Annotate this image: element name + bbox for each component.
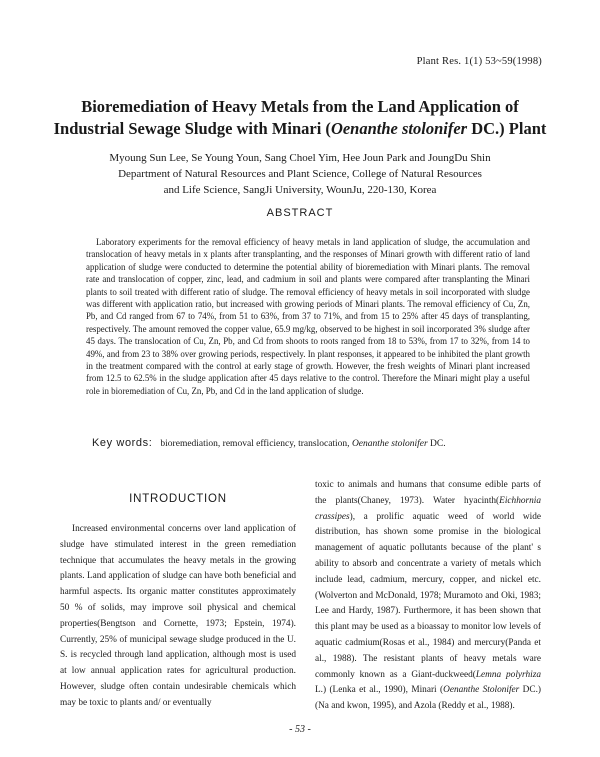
author-block [40,150,560,198]
keywords-label: Key words: [92,437,153,449]
introduction-right-text [315,478,541,715]
title-line-1: Bioremediation of Heavy Metals from the Land Application of [81,97,519,116]
title-line-2-prefix: Industrial Sewage Sludge with Minari ( [53,119,331,138]
intro-right-part-2: ), a prolific aquatic weed of world wide distribution, has shown some promise in the biological management of aquatic pollutants because of the plant' s ability to absorb and concentrate a variety of metals which include lead, cadmium, mercury, copper, and nickel etc.(Wolverton and McDonald, 1978; Muramoto and Oki, 1983; Lee and Hardy, 1987). Furthermore, it has been shown that this plant may be used as a bioassay to monitor low levels of aquatic cadmium(Rosas et al., 1984) and mercury(Panda et al., 1988). The resistant plants of heavy metals ware commonly known as a Giant-duckweed( [315,511,541,680]
species-oenanthe: Oenanthe Stolonifer [443,685,520,696]
journal-citation: Plant Res. 1(1) 53~59(1998) [416,56,542,67]
species-eichhornia: Eichhornia crassipes [315,495,541,522]
abstract-text: Laboratory experiments for the removal efficiency of heavy metals in land application of sludge, the accumulation and translocation of heavy metals in x plants after transplanting, and the responses of Minari growth with different ratio of land application of sludge were conducted to determine the potential ability of bioremediation with Minari plants. The removal rate and translocation of copper, zinc, lead, and cadmium in soil and plants were compared after transplanting the Minari plants to soil treated with different ratio of sludge. The removal efficiency of heavy metals in soil incorporated with sludge was different with application ratio, but increased with growing periods of Minari plants. The removal efficiency of Cu, Zn, Pb, and Cd ranged from 67 to 74%, from 51 to 63%, from 37 to 71%, and from 15 to 25% after 45 days of transplanting, respectively. The amount removed the copper value, 65.9 mg/kg, observed to be highest in soil incorporated 3% sludge after 45 days. The translocation of Cu, Zn, Pb, and Cd from shoots to roots ranged from 18 to 53%, from 17 to 32%, from 14 to 49%, and from 23 to 38% over growing periods, respectively. In plant responses, it appeared to be inhibited the plant growth in the treatment compared with the control at early stage of growth. However, the fresh weights of Minari plant increased from 12.5 to 62.5% in the sludge application after 45 days relative to the control. Therefore the Minari might play a useful role in bioremediation of Cu, Zn, Pb, and Cd in the land application of sludge. [86,237,530,396]
affiliation-line-1: Department of Natural Resources and Plant Science, College of Natural Resources [118,168,482,180]
introduction-heading: INTRODUCTION [129,493,227,505]
title-species: Oenanthe stolonifer [330,119,468,138]
left-column [60,478,296,712]
keywords-species: Oenanthe stolonifer [351,439,428,449]
intro-right-part-3: L.) (Lenka et al., 1990), Minari ( [315,685,444,696]
introduction-left-text: Increased environmental concerns over land application of sludge have stimulated interest in the green remediation technique that accumulates the heavy metals in the growing plants. Land application of sludge can have both beneficial and harmful aspects. Its organic matter constitutes approximately 50 % of solids, may improve soil physical and chemical properties(Bengtson and Cornette, 1973; Epstein, 1974). Currently, 25% of municipal sewage sludge produced in the U. S. is recycled through land application, although most is used at low annual application rates for agricultural production. However, sludge often contain undesirable chemicals which may be toxic to plants and/ or eventually [60,524,296,708]
keywords [92,437,532,451]
intro-right-part-1: toxic to animals and humans that consume edible parts of the plants(Chaney, 1973). Water hyacinth( [315,480,541,506]
species-lemna: Lemna polyrhiza [475,669,541,680]
author-list: Myoung Sun Lee, Se Young Youn, Sang Choel Yim, Hee Joun Park and JoungDu Shin [109,152,491,164]
intro-right-part-4: DC.) (Na and kwon, 1995), and Azola (Reddy et al., 1988). [315,685,541,712]
page-number: - 53 - [289,724,311,735]
right-column [315,478,541,715]
keywords-text: bioremediation, removal efficiency, translocation, [160,439,352,449]
title-line-2-suffix: DC.) Plant [467,119,547,138]
paper-title [40,96,560,140]
affiliation-line-2: and Life Science, SangJi University, WounJu, 220-130, Korea [163,184,437,196]
keywords-suffix: DC. [427,439,446,449]
abstract-heading: ABSTRACT [266,207,334,219]
